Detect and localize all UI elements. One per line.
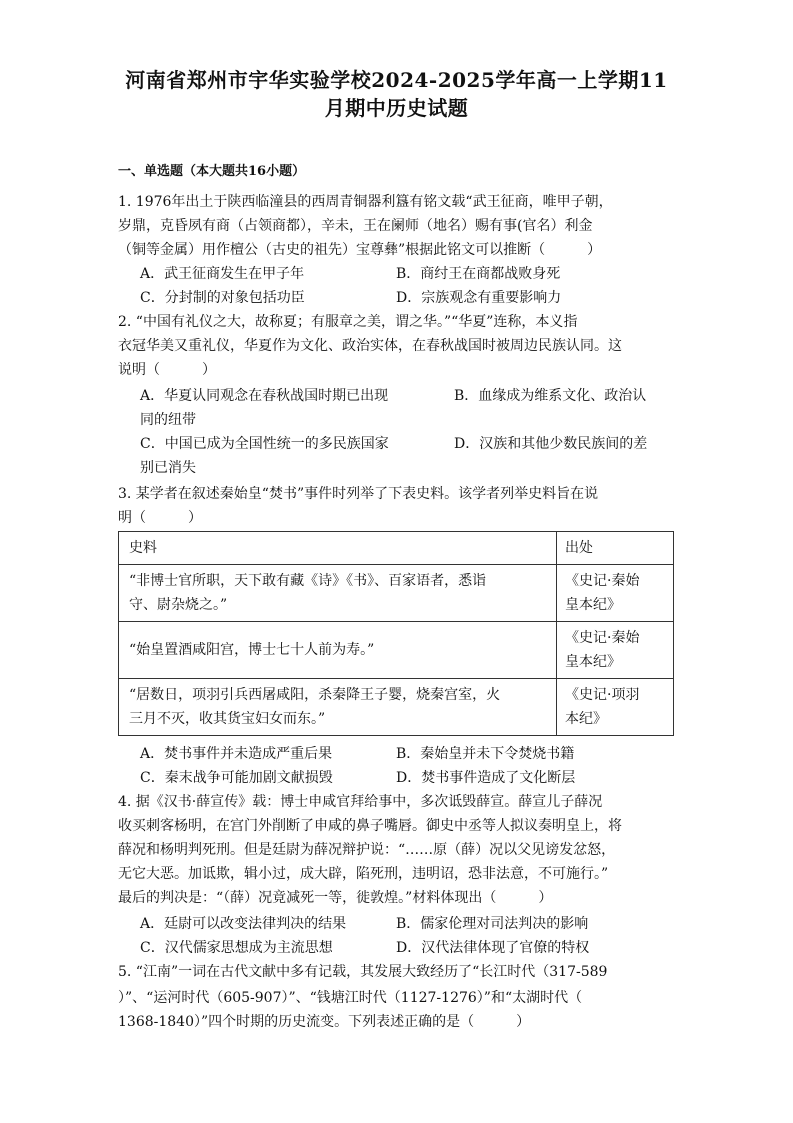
table-cell-origin: 《史记·项羽 [565, 687, 640, 703]
q1-stem-line: 岁鼎，克昏夙有商（占领商都），辛未，王在阑师（地名）赐有事(官名）利金 [118, 218, 593, 234]
q2-stem-line: 衣冠华美又重礼仪，华夏作为文化、政治实体，在春秋战国时被周边民族认同。这 [118, 338, 622, 354]
q3-option-c[interactable]: C．秦末战争可能加剧文献损毁 [140, 770, 333, 786]
q5-stem-line: ）”、“运河时代（605-907）”、“钱塘江时代（1127-1276）”和“太湖时代（ [118, 990, 583, 1006]
table-header-source: 史料 [119, 532, 557, 565]
q1-stem-line: 1. 1976年出土于陕西临潼县的西周青铜器利簋有铭文载“武王征商，唯甲子朝， [118, 194, 613, 210]
q2-option-a[interactable]: A．华夏认同观念在春秋战国时期已出现 [140, 388, 389, 404]
q4-stem-line: 无它大恶。加诋欺，辑小过，成大辟，陷死刑，违明诏，恐非法意，不可施行。” [118, 866, 609, 882]
table-cell-origin: 皇本纪》 [565, 597, 621, 613]
table-cell-origin: 《史记·秦始 [565, 630, 640, 646]
table-row [119, 565, 674, 622]
q3-stem-line: 3. 某学者在叙述秦始皇“焚书”事件时列举了下表史料。该学者列举史料旨在说 [118, 486, 599, 502]
q1-option-a[interactable]: A．武王征商发生在甲子年 [140, 266, 305, 282]
q4-option-b[interactable]: B．儒家伦理对司法判决的影响 [396, 916, 589, 932]
q1-option-c[interactable]: C．分封制的对象包括功臣 [140, 290, 305, 306]
table-cell-origin: 本纪》 [565, 711, 607, 727]
q1-option-d[interactable]: D．宗族观念有重要影响力 [396, 290, 562, 306]
q4-stem-line: 4. 据《汉书·薛宣传》载：博士申咸官拜给事中，多次诋毁薛宣。薛宣儿子薛况 [118, 794, 603, 810]
title-line-2: 月期中历史试题 [324, 96, 469, 120]
document-title [100, 66, 693, 122]
table-cell-text: “居数日，项羽引兵西屠咸阳，杀秦降王子婴，烧秦宫室，火 [129, 687, 501, 703]
q5-stem-line: 5. “江南”一词在古代文献中多有记载，其发展大致经历了“长江时代（317-589 [118, 964, 608, 980]
table-header-origin: 出处 [557, 532, 674, 565]
table-cell-text: 三月不灭，收其货宝妇女而东。” [129, 711, 326, 727]
q2-stem-line: 2. “中国有礼仪之大，故称夏；有服章之美，谓之华。”“华夏”连称，本义指 [118, 314, 578, 330]
q4-option-a[interactable]: A．廷尉可以改变法律判决的结果 [140, 916, 347, 932]
q3-option-a[interactable]: A．焚书事件并未造成严重后果 [140, 746, 333, 762]
q2-option-c[interactable]: C．中国已成为全国性统一的多民族国家 [140, 436, 389, 452]
q2-option-b-cont: 同的纽带 [140, 412, 196, 428]
q4-stem-line: 收买刺客杨明，在宫门外削断了申咸的鼻子嘴唇。御史中丞等人拟议奏明皇上，将 [118, 818, 622, 834]
table-cell-origin: 《史记·秦始 [565, 573, 640, 589]
q4-option-c[interactable]: C．汉代儒家思想成为主流思想 [140, 940, 333, 956]
q2-option-d-cont: 别已消失 [140, 460, 196, 476]
q5-stem-line: 1368-1840）”四个时期的历史流变。下列表述正确的是（ ） [118, 1014, 531, 1030]
q2-option-d[interactable]: D．汉族和其他少数民族间的差 [454, 436, 648, 452]
q2-option-b[interactable]: B．血缘成为维系文化、政治认 [454, 388, 647, 404]
q2-stem-line: 说明（ ） [118, 362, 216, 378]
table-cell-text: “始皇置酒咸阳宫，博士七十人前为寿。” [129, 642, 375, 658]
q4-stem-line: 最后的判决是：“（薛）况竟减死一等，徙敦煌。”材料体现出（ ） [118, 890, 553, 906]
table-cell-text: 守、尉杂烧之。” [129, 597, 228, 613]
table-cell-origin: 皇本纪》 [565, 654, 621, 670]
q4-option-d[interactable]: D．汉代法律体现了官僚的特权 [396, 940, 590, 956]
q4-stem-line: 薛况和杨明判死刑。但是廷尉为薛况辩护说：“……原（薛）况以父见谤发忿怒， [118, 842, 616, 858]
title-line-1: 河南省郑州市宇华实验学校2024-2025学年高一上学期11 [125, 68, 668, 92]
q3-stem-line: 明（ ） [118, 510, 202, 526]
table-row [119, 622, 674, 679]
source-table [118, 531, 674, 736]
q1-stem-line: （铜等金属）用作檀公（古史的祖先）宝尊彝”根据此铭文可以推断（ ） [118, 242, 602, 258]
section-heading: 一、单选题（本大题共16小题） [118, 164, 306, 179]
q1-option-b[interactable]: B．商纣王在商都战败身死 [396, 266, 561, 282]
q3-option-b[interactable]: B．秦始皇并未下令焚烧书籍 [396, 746, 575, 762]
table-cell-text: “非博士官所职，天下敢有藏《诗》《书》、百家语者，悉诣 [129, 573, 487, 589]
q3-option-d[interactable]: D．焚书事件造成了文化断层 [396, 770, 576, 786]
table-row [119, 679, 674, 736]
table-header-row [119, 532, 674, 565]
